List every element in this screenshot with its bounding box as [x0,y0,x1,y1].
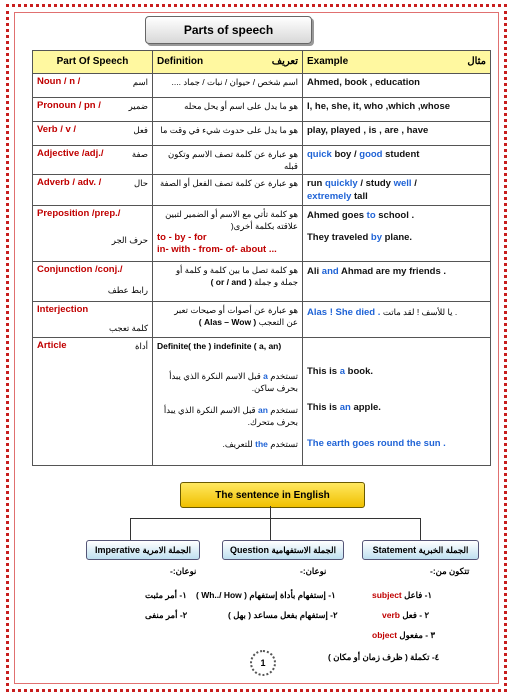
table-row: Pronoun / pn / ضمير هو ما يدل على اسم أو يحل محله I, he, she, it, who ,which ,whose [33,98,491,122]
connector-line [420,518,421,540]
header-example: Example مثال [303,51,491,74]
statement-types: تتكون من:- [430,566,470,576]
question-item-2: ( بهل ) ٢- إستفهام بفعل مساعد [228,610,338,620]
table-row: Article أداة Definite( the ) indefinite ( a, an) تستخدم a قبل الاسم النكرة الذي يبدأ بحرف ساكن. تستخدم an قبل الاسم النكرة الذي يبدأ بحرف متحرك. تستخدم the للتعريف. This is a book. This is an apple. The earth goes round the sun . [33,338,491,466]
parts-of-speech-table [32,50,491,466]
table-row: Adjective /adj./ صفة هو عبارة عن كلمة تصف الاسم وتكون قبله quick boy / good student [33,146,491,175]
table-header-row [33,51,491,74]
table-row: Interjection كلمة تعجب هو عبارة عن أصوات أو صيحات تعبر عن التعجب ( Alas – Wow ) Alas ! She died . يا للأسف ! لقد ماتت . [33,302,491,338]
imperative-item-2: ٢- أمر منفى [145,610,188,620]
table-row: Noun / n / اسم اسم شخص / حيوان / نبات / جماد .... Ahmed, book , education [33,74,491,98]
imperative-item-1: ١- أمر مثبت [145,590,187,600]
imperative-box: Imperative الجملة الامرية [86,540,200,560]
question-item-1: ( Wh../ How ) ١- إستفهام بأداة إستفهام [196,590,336,600]
header-part-of-speech: Part Of Speech [33,51,153,74]
page-number: 1 [250,650,276,676]
table-row: Adverb / adv. / حال هو عبارة عن كلمة تصف الفعل أو الصفة run quickly / study well / extremely tall [33,175,491,206]
statement-box: Statement الجملة الخبرية [362,540,479,560]
connector-line [270,518,271,540]
statement-item-4: ٤- تكملة ( ظرف زمان أو مكان ) [328,652,440,662]
table-row: Preposition /prep./ حرف الجر هو كلمة تأتي مع الاسم أو الضمير لتبين علاقته بكلمة أخرى( to - by - for in- with - from- of- about ... Ahmed goes to school . They traveled by plane. [33,206,491,262]
statement-item-1: subject ١- فاعل [372,590,433,600]
statement-item-2: verb ٢ - فعل [382,610,430,620]
header-definition: Definition تعريف [153,51,303,74]
title-banner [145,16,312,44]
sentence-banner [180,482,365,508]
question-box: Question الجملة الاستفهامية [222,540,344,560]
imperative-types: نوعان:- [170,566,197,576]
table-row: Conjunction /conj./ رابط عطف هو كلمة تصل ما بين كلمة و كلمة أو جملة و جملة ( or / and ) Ali and Ahmad are my friends . [33,262,491,302]
table-row: Verb / v / فعل هو ما يدل على حدوث شيء في وقت ما play, played , is , are , have [33,122,491,146]
statement-item-3: object ٣ - مفعول [372,630,436,640]
connector-line [130,518,420,519]
connector-line [130,518,131,540]
page-title: Parts of speech [183,23,274,37]
sentence-title: The sentence in English [215,489,330,501]
question-types: نوعان:- [300,566,327,576]
connector-line [270,506,271,518]
